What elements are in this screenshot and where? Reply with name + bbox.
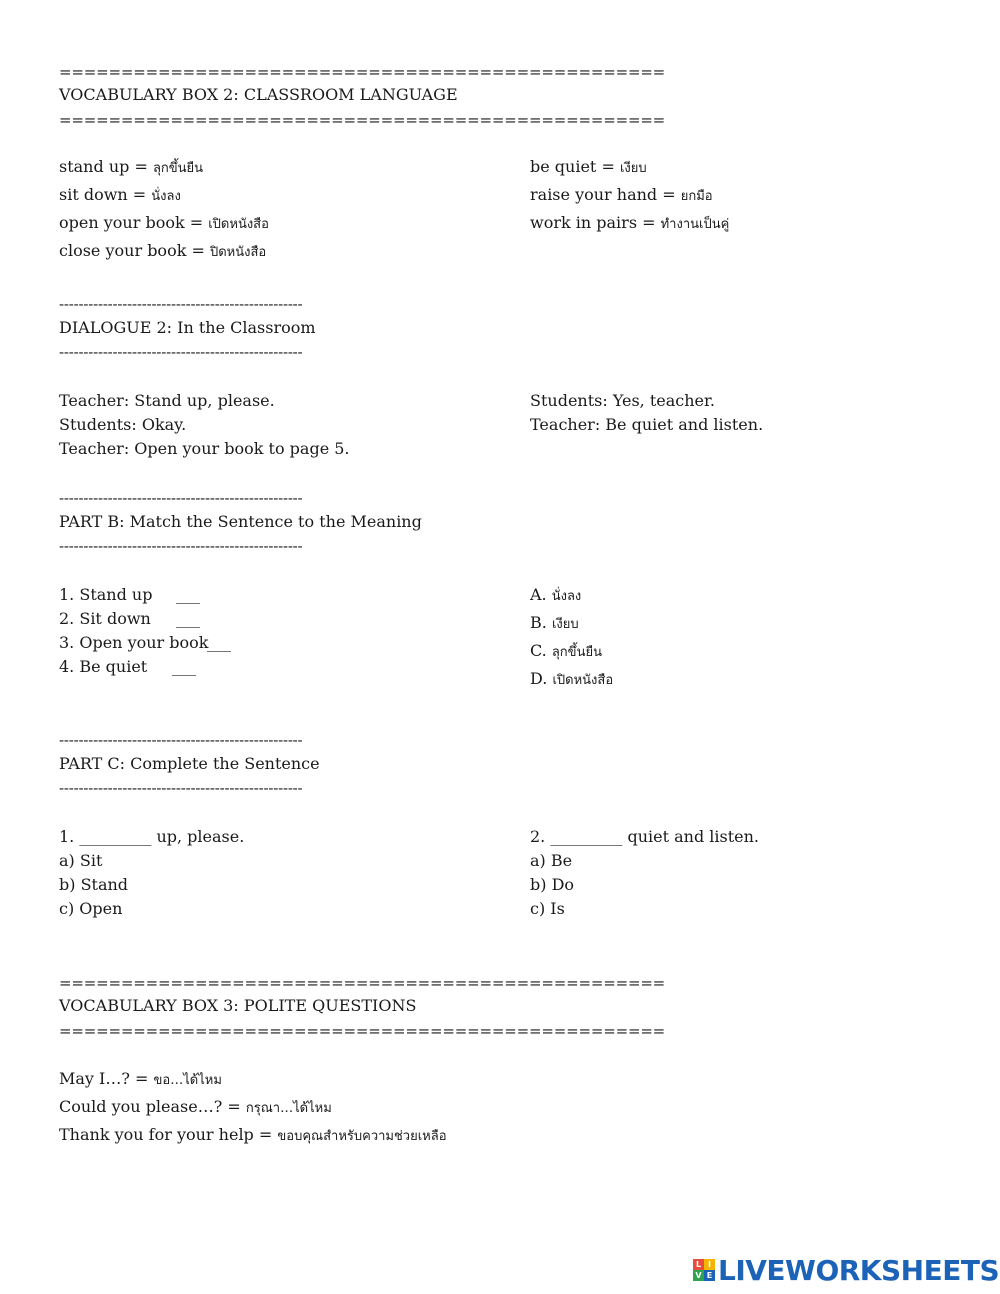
answer-choice[interactable]: a) Sit [59,851,103,870]
vocab-item: Could you please…? = กรุณา…ได้ไหม [59,1097,332,1116]
vocab3-title: VOCABULARY BOX 3: POLITE QUESTIONS [59,996,417,1015]
separator-single: -------------------------------------------------- [59,343,303,361]
separator-single: -------------------------------------------------- [59,537,303,555]
match-option: A. นั่งลง [530,585,582,604]
match-answer-blank[interactable]: ___ [207,633,231,652]
vocab-item: open your book = เปิดหนังสือ [59,213,269,232]
logo-text: LIVEWORKSHEETS [718,1253,1000,1287]
vocab-item: Thank you for your help = ขอบคุณสำหรับความช่วยเหลือ [59,1125,447,1144]
separator-single: -------------------------------------------------- [59,779,303,797]
separator-double: ================================================= [59,974,666,992]
separator-single: -------------------------------------------------- [59,295,303,313]
answer-blank[interactable]: _________ [550,827,623,846]
match-item: 1. Stand up [59,585,153,604]
match-answer-blank[interactable]: ___ [172,657,196,676]
question-2: 2. _________ quiet and listen. [530,827,759,846]
separator-double: ================================================= [59,1022,666,1040]
liveworksheets-logo[interactable] [693,1252,999,1288]
vocab-item: work in pairs = ทำงานเป็นคู่ [530,213,730,232]
dialogue-line: Teacher: Open your book to page 5. [59,439,350,458]
vocab-item: raise your hand = ยกมือ [530,185,713,204]
match-item: 4. Be quiet [59,657,148,676]
match-option: B. เงียบ [530,613,579,632]
dialogue-line: Teacher: Be quiet and listen. [530,415,764,434]
match-answer-blank[interactable]: ___ [176,585,200,604]
logo-badge-icon: L I V E [693,1259,715,1281]
dialogue-line: Students: Okay. [59,415,187,434]
dialogue-line: Students: Yes, teacher. [530,391,715,410]
match-answer-blank[interactable]: ___ [176,609,200,628]
match-option: D. เปิดหนังสือ [530,669,614,688]
answer-blank[interactable]: _________ [79,827,152,846]
vocab2-title: VOCABULARY BOX 2: CLASSROOM LANGUAGE [59,85,458,104]
question-1: 1. _________ up, please. [59,827,245,846]
vocab-item: stand up = ลุกขึ้นยืน [59,157,204,176]
separator-single: -------------------------------------------------- [59,731,303,749]
match-item: 2. Sit down [59,609,151,628]
vocab-item: sit down = นั่งลง [59,185,181,204]
vocab-item: close your book = ปิดหนังสือ [59,241,267,260]
dialogue-line: Teacher: Stand up, please. [59,391,275,410]
vocab-item: be quiet = เงียบ [530,157,647,176]
answer-choice[interactable]: c) Is [530,899,565,918]
answer-choice[interactable]: b) Stand [59,875,129,894]
separator-double: ================================================= [59,63,666,81]
separator-single: -------------------------------------------------- [59,489,303,507]
vocab-item: May I…? = ขอ…ได้ไหม [59,1069,222,1088]
partB-title: PART B: Match the Sentence to the Meaning [59,512,422,531]
answer-choice[interactable]: c) Open [59,899,123,918]
match-item: 3. Open your book [59,633,209,652]
separator-double: ================================================= [59,111,666,129]
answer-choice[interactable]: b) Do [530,875,575,894]
partC-title: PART C: Complete the Sentence [59,754,320,773]
answer-choice[interactable]: a) Be [530,851,573,870]
match-option: C. ลุกขึ้นยืน [530,641,602,660]
dialogue2-title: DIALOGUE 2: In the Classroom [59,318,316,337]
